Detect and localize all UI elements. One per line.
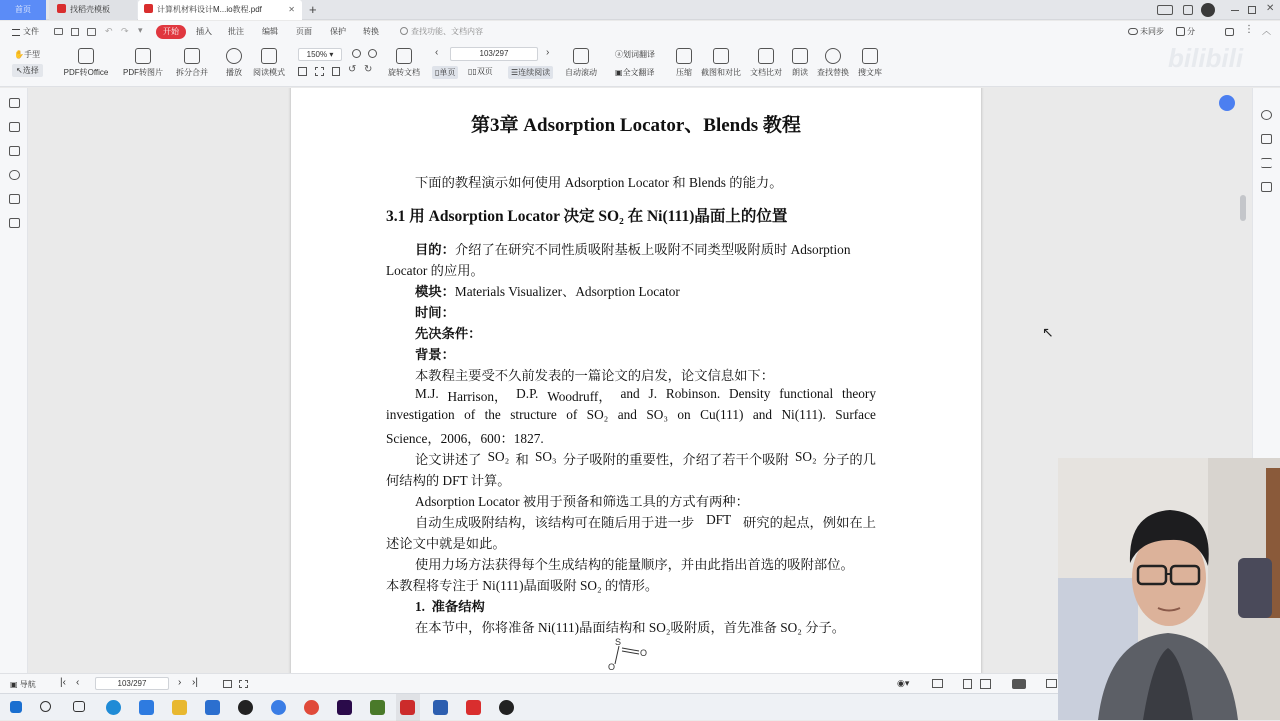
full-translate-icon: ▣ bbox=[615, 68, 623, 77]
thumbnail-icon[interactable] bbox=[9, 122, 20, 132]
reference-line-1: M.J. Harrison， D.P. Woodruff， and J. Robinson. Density functional theory bbox=[415, 386, 876, 404]
wps-template-icon bbox=[57, 4, 66, 13]
chapter-title: 第3章 Adsorption Locator、Blends 教程 bbox=[471, 115, 801, 136]
screen-icon[interactable] bbox=[1046, 679, 1057, 688]
prev-page-icon[interactable]: ‹ bbox=[435, 47, 439, 58]
menu-protect[interactable]: 保护 bbox=[330, 27, 346, 36]
nav-icon: ▣ bbox=[10, 680, 18, 689]
status-page-input[interactable]: 103/297 bbox=[95, 677, 169, 690]
menu-file-icon bbox=[12, 29, 20, 36]
read-mode-button[interactable]: 阅读模式 bbox=[250, 48, 288, 78]
reference-line-3: Science，2006，600：1827. bbox=[386, 431, 544, 446]
paragraph-2-line-1: 论文讲述了 SO₂ 和 SO₃ 分子吸附的重要性，介绍了若干个吸附 SO₂ 分子的几 bbox=[415, 449, 876, 467]
module-text: Materials Visualizer、Adsorption Locator bbox=[454, 284, 680, 299]
paragraph-1: 本教程主要受不久前发表的一篇论文的启发，论文信息如下： bbox=[415, 368, 775, 383]
library-icon bbox=[862, 48, 878, 64]
menu-insert[interactable]: 插入 bbox=[196, 27, 212, 36]
zoom-in-icon[interactable] bbox=[368, 49, 377, 58]
search-input[interactable]: 查找功能、文档内容 bbox=[411, 27, 483, 36]
watermark-logo: bilibili bbox=[1168, 43, 1244, 73]
search-library-button[interactable]: 搜文库 bbox=[856, 48, 884, 78]
zoom-panel-icon[interactable] bbox=[1261, 110, 1272, 120]
zoom-out-icon[interactable] bbox=[352, 49, 361, 58]
module-label: 模块： bbox=[415, 284, 455, 299]
attachment-icon[interactable] bbox=[9, 170, 20, 180]
continuous-read-button[interactable]: ☰连续阅读 bbox=[508, 66, 553, 79]
fit-page-icon[interactable] bbox=[315, 67, 324, 76]
speaker-icon bbox=[792, 48, 808, 64]
search-icon bbox=[400, 27, 408, 35]
next-page-status-icon[interactable]: › bbox=[178, 677, 182, 688]
paragraph-5-line-2: 本教程将专注于 Ni(111)晶面吸附 SO₂ 的情形。 bbox=[386, 578, 659, 593]
continuous-icon: ☰ bbox=[511, 68, 519, 77]
prereq-label: 先决条件： bbox=[415, 326, 482, 341]
collapse-ribbon-icon[interactable]: ︿ bbox=[1262, 26, 1272, 36]
pdf-page bbox=[291, 88, 981, 673]
step-number: 1. bbox=[415, 599, 425, 614]
time-label: 时间： bbox=[415, 305, 455, 320]
explorer-icon[interactable] bbox=[172, 700, 187, 715]
store-icon[interactable] bbox=[139, 700, 154, 715]
single-page-icon: ▯ bbox=[435, 68, 440, 77]
word-translate-button[interactable]: ⓐ划词翻译 bbox=[615, 50, 655, 59]
mail-icon[interactable] bbox=[205, 700, 220, 715]
double-page-icon: ▯▯ bbox=[468, 67, 477, 76]
app-network-icon[interactable] bbox=[271, 700, 286, 715]
step-title: 准备结构 bbox=[431, 599, 485, 614]
task-view-icon[interactable] bbox=[73, 701, 85, 712]
menu-bar bbox=[0, 21, 1280, 43]
pdf-to-image-button[interactable]: PDF转图片 bbox=[122, 48, 164, 78]
pdf-to-office-icon bbox=[78, 48, 94, 64]
rotate-doc-button[interactable]: 旋转文档 bbox=[387, 48, 421, 78]
rotate-doc-icon bbox=[396, 48, 412, 64]
bookmark-tool-icon[interactable] bbox=[332, 67, 340, 76]
read-aloud-button[interactable]: 朗读 bbox=[788, 48, 812, 78]
scissors-icon bbox=[713, 48, 729, 64]
signature-icon[interactable] bbox=[9, 194, 20, 204]
page-number-input[interactable]: 103/297 bbox=[450, 47, 538, 61]
image-icon bbox=[135, 48, 151, 64]
screenshot-compare-button[interactable]: 截图和对比 bbox=[700, 48, 742, 78]
slideshow-icon[interactable] bbox=[1012, 679, 1026, 689]
book-icon bbox=[261, 48, 277, 64]
paragraph-6: 在本节中，你将准备 Ni(111)晶面结构和 SO₂吸附质，首先准备 SO₂ 分子。 bbox=[415, 620, 846, 635]
background-label: 背景： bbox=[415, 347, 455, 362]
bookmark-icon[interactable] bbox=[9, 98, 20, 108]
auto-scroll-icon bbox=[573, 48, 589, 64]
redo-icon[interactable]: ↷ bbox=[121, 26, 129, 36]
section-title: 3.1 用 Adsorption Locator 决定 SO₂ 在 Ni(111)晶面上的位置 bbox=[386, 208, 788, 225]
tab-home[interactable]: 首页 bbox=[0, 0, 46, 20]
paragraph-2-line-2: 何结构的 DFT 计算。 bbox=[386, 473, 511, 488]
settings-sliders-icon[interactable] bbox=[1261, 158, 1272, 168]
atom-o1: O bbox=[640, 648, 648, 658]
play-button[interactable]: 播放 bbox=[222, 48, 246, 78]
more-icon[interactable]: ▾ bbox=[138, 25, 143, 35]
webcam-overlay bbox=[1058, 458, 1280, 720]
mouse-cursor-icon: ↖ bbox=[1042, 324, 1054, 340]
comment-panel-icon[interactable] bbox=[9, 146, 20, 156]
prev-page-status-icon[interactable]: ‹ bbox=[76, 677, 80, 688]
more-menu-icon[interactable]: ⋮ bbox=[1244, 24, 1254, 35]
menu-file[interactable]: 文件 bbox=[23, 27, 39, 36]
menu-edit[interactable]: 编辑 bbox=[262, 27, 278, 36]
app-green-icon[interactable] bbox=[370, 700, 385, 715]
compress-icon bbox=[676, 48, 692, 64]
purpose-line-1 bbox=[386, 239, 876, 258]
comment-icon[interactable] bbox=[1225, 28, 1234, 36]
purpose-text-1: 介绍了在研究不同性质吸附基板上吸附不同类型吸附质时 Adsorption bbox=[454, 242, 851, 257]
auto-scroll-button[interactable]: 自动滚动 bbox=[562, 48, 600, 78]
presenter-video bbox=[1058, 458, 1280, 720]
close-tab-icon[interactable]: ✕ bbox=[288, 5, 295, 14]
menu-start[interactable]: 开始 bbox=[156, 25, 186, 39]
fullscreen-icon[interactable] bbox=[239, 680, 248, 688]
taskbar-active-indicator bbox=[396, 694, 420, 721]
compress-button[interactable]: 压缩 bbox=[672, 48, 696, 78]
purpose-label: 目的： bbox=[415, 242, 455, 257]
save-icon[interactable] bbox=[71, 28, 79, 36]
taskbar-search-icon[interactable] bbox=[40, 701, 51, 712]
properties-icon[interactable] bbox=[1261, 182, 1272, 192]
split-merge-button[interactable]: 拆分合并 bbox=[172, 48, 212, 78]
new-tab-button[interactable]: + bbox=[309, 2, 317, 17]
tab-template[interactable] bbox=[49, 0, 137, 20]
fit-icon[interactable] bbox=[223, 680, 232, 688]
edge-icon[interactable] bbox=[106, 700, 121, 715]
module-line bbox=[415, 281, 680, 300]
ribbon-toolbar bbox=[0, 43, 1280, 87]
chrome-icon[interactable] bbox=[304, 700, 319, 715]
pdf-icon bbox=[144, 4, 153, 13]
single-view-icon[interactable] bbox=[932, 679, 943, 688]
rotate-left-icon[interactable]: ↺ bbox=[348, 64, 357, 75]
next-page-icon[interactable]: › bbox=[546, 47, 550, 58]
atom-o2: O bbox=[608, 662, 616, 672]
app-blue-icon[interactable] bbox=[433, 700, 448, 715]
last-page-icon[interactable]: ›| bbox=[192, 677, 198, 688]
close-window-icon[interactable]: ✕ bbox=[1266, 3, 1275, 14]
avatar[interactable] bbox=[1201, 3, 1215, 17]
split-icon bbox=[184, 48, 200, 64]
open-icon[interactable] bbox=[54, 28, 63, 35]
play-icon bbox=[226, 48, 242, 64]
paragraph-5-line-1: 使用力场方法获得每个生成结构的能量顺序，并由此指出首选的吸附部位。 bbox=[415, 557, 854, 572]
print-icon[interactable] bbox=[87, 28, 96, 36]
translate-panel-icon[interactable] bbox=[1261, 134, 1272, 144]
first-page-icon[interactable]: |‹ bbox=[60, 677, 66, 688]
magnifier-icon bbox=[825, 48, 841, 64]
tab-document[interactable] bbox=[138, 0, 302, 20]
cursor-icon: ↖ bbox=[16, 66, 23, 75]
share-icon bbox=[1176, 27, 1185, 36]
app-dark-icon[interactable] bbox=[499, 700, 514, 715]
hand-tool[interactable]: ✋手型 bbox=[14, 50, 40, 59]
share-button[interactable]: 分 bbox=[1187, 27, 1195, 36]
menu-convert[interactable]: 转换 bbox=[363, 27, 379, 36]
layout-icon[interactable] bbox=[1157, 5, 1173, 15]
page-view-icon[interactable] bbox=[963, 679, 972, 689]
find-replace-button[interactable]: 查找替换 bbox=[815, 48, 851, 78]
compare-icon bbox=[758, 48, 774, 64]
minimize-icon[interactable] bbox=[1231, 10, 1239, 11]
so2-molecule-diagram bbox=[603, 637, 653, 673]
sync-status[interactable]: 未同步 bbox=[1140, 27, 1164, 36]
eye-protect-icon[interactable]: ◉▾ bbox=[897, 678, 910, 688]
wps-taskbar-icon[interactable] bbox=[466, 700, 481, 715]
vertical-scrollbar-thumb[interactable] bbox=[1240, 195, 1246, 221]
select-tool[interactable]: ↖选择 bbox=[12, 64, 43, 77]
paragraph-4-line-2: 述论文中就是如此。 bbox=[386, 536, 506, 551]
premiere-icon[interactable] bbox=[337, 700, 352, 715]
cloud-icon bbox=[1128, 28, 1138, 35]
zoom-select[interactable]: 150% ▾ bbox=[298, 48, 342, 61]
left-sidebar bbox=[0, 88, 28, 673]
single-page-button[interactable]: ▯单页 bbox=[432, 66, 458, 79]
undo-icon[interactable]: ↶ bbox=[105, 26, 113, 36]
menu-page[interactable]: 页面 bbox=[296, 27, 312, 36]
pdf-to-office-button[interactable]: PDF转Office bbox=[60, 48, 112, 78]
doc-compare-button[interactable]: 文档比对 bbox=[748, 48, 784, 78]
paragraph-4-line-1: 自动生成吸附结构，该结构可在随后用于进一步 DFT 研究的起点，例如在上 bbox=[415, 512, 876, 530]
atom-s: S bbox=[615, 637, 622, 647]
floating-assistant-icon[interactable] bbox=[1219, 95, 1235, 111]
tab-template-label: 找稻壳模板 bbox=[70, 5, 110, 14]
double-page-button[interactable]: ▯▯双页 bbox=[468, 67, 493, 76]
dual-view-icon[interactable] bbox=[980, 679, 991, 689]
app-g-icon[interactable] bbox=[238, 700, 253, 715]
step-heading bbox=[415, 596, 485, 615]
translate-icon: ⓐ bbox=[615, 50, 623, 59]
full-translate-button[interactable]: ▣全文翻译 bbox=[615, 68, 655, 77]
rotate-right-icon[interactable]: ↻ bbox=[364, 64, 373, 75]
fit-width-icon[interactable] bbox=[298, 67, 307, 76]
paragraph-3: Adsorption Locator 被用于预备和筛选工具的方式有两种： bbox=[415, 494, 749, 509]
intro-paragraph: 下面的教程演示如何使用 Adsorption Locator 和 Blends 的能力。 bbox=[415, 175, 783, 190]
reference-line-2: investigation of the structure of SO₂ and SO₃ on Cu(111) and Ni(111). Surface bbox=[386, 407, 876, 422]
window-icon[interactable] bbox=[1183, 5, 1193, 15]
windows-start-icon[interactable] bbox=[10, 701, 22, 713]
menu-annotate[interactable]: 批注 bbox=[228, 27, 244, 36]
layers-icon[interactable] bbox=[9, 218, 20, 228]
hand-icon: ✋ bbox=[14, 50, 24, 59]
tab-document-label: 计算机材料设计M...io教程.pdf bbox=[157, 5, 262, 14]
purpose-text-2: Locator 的应用。 bbox=[386, 263, 484, 278]
nav-toggle[interactable]: ▣ 导航 bbox=[10, 680, 36, 689]
restore-icon[interactable] bbox=[1248, 6, 1256, 14]
tab-bar bbox=[0, 0, 1280, 20]
